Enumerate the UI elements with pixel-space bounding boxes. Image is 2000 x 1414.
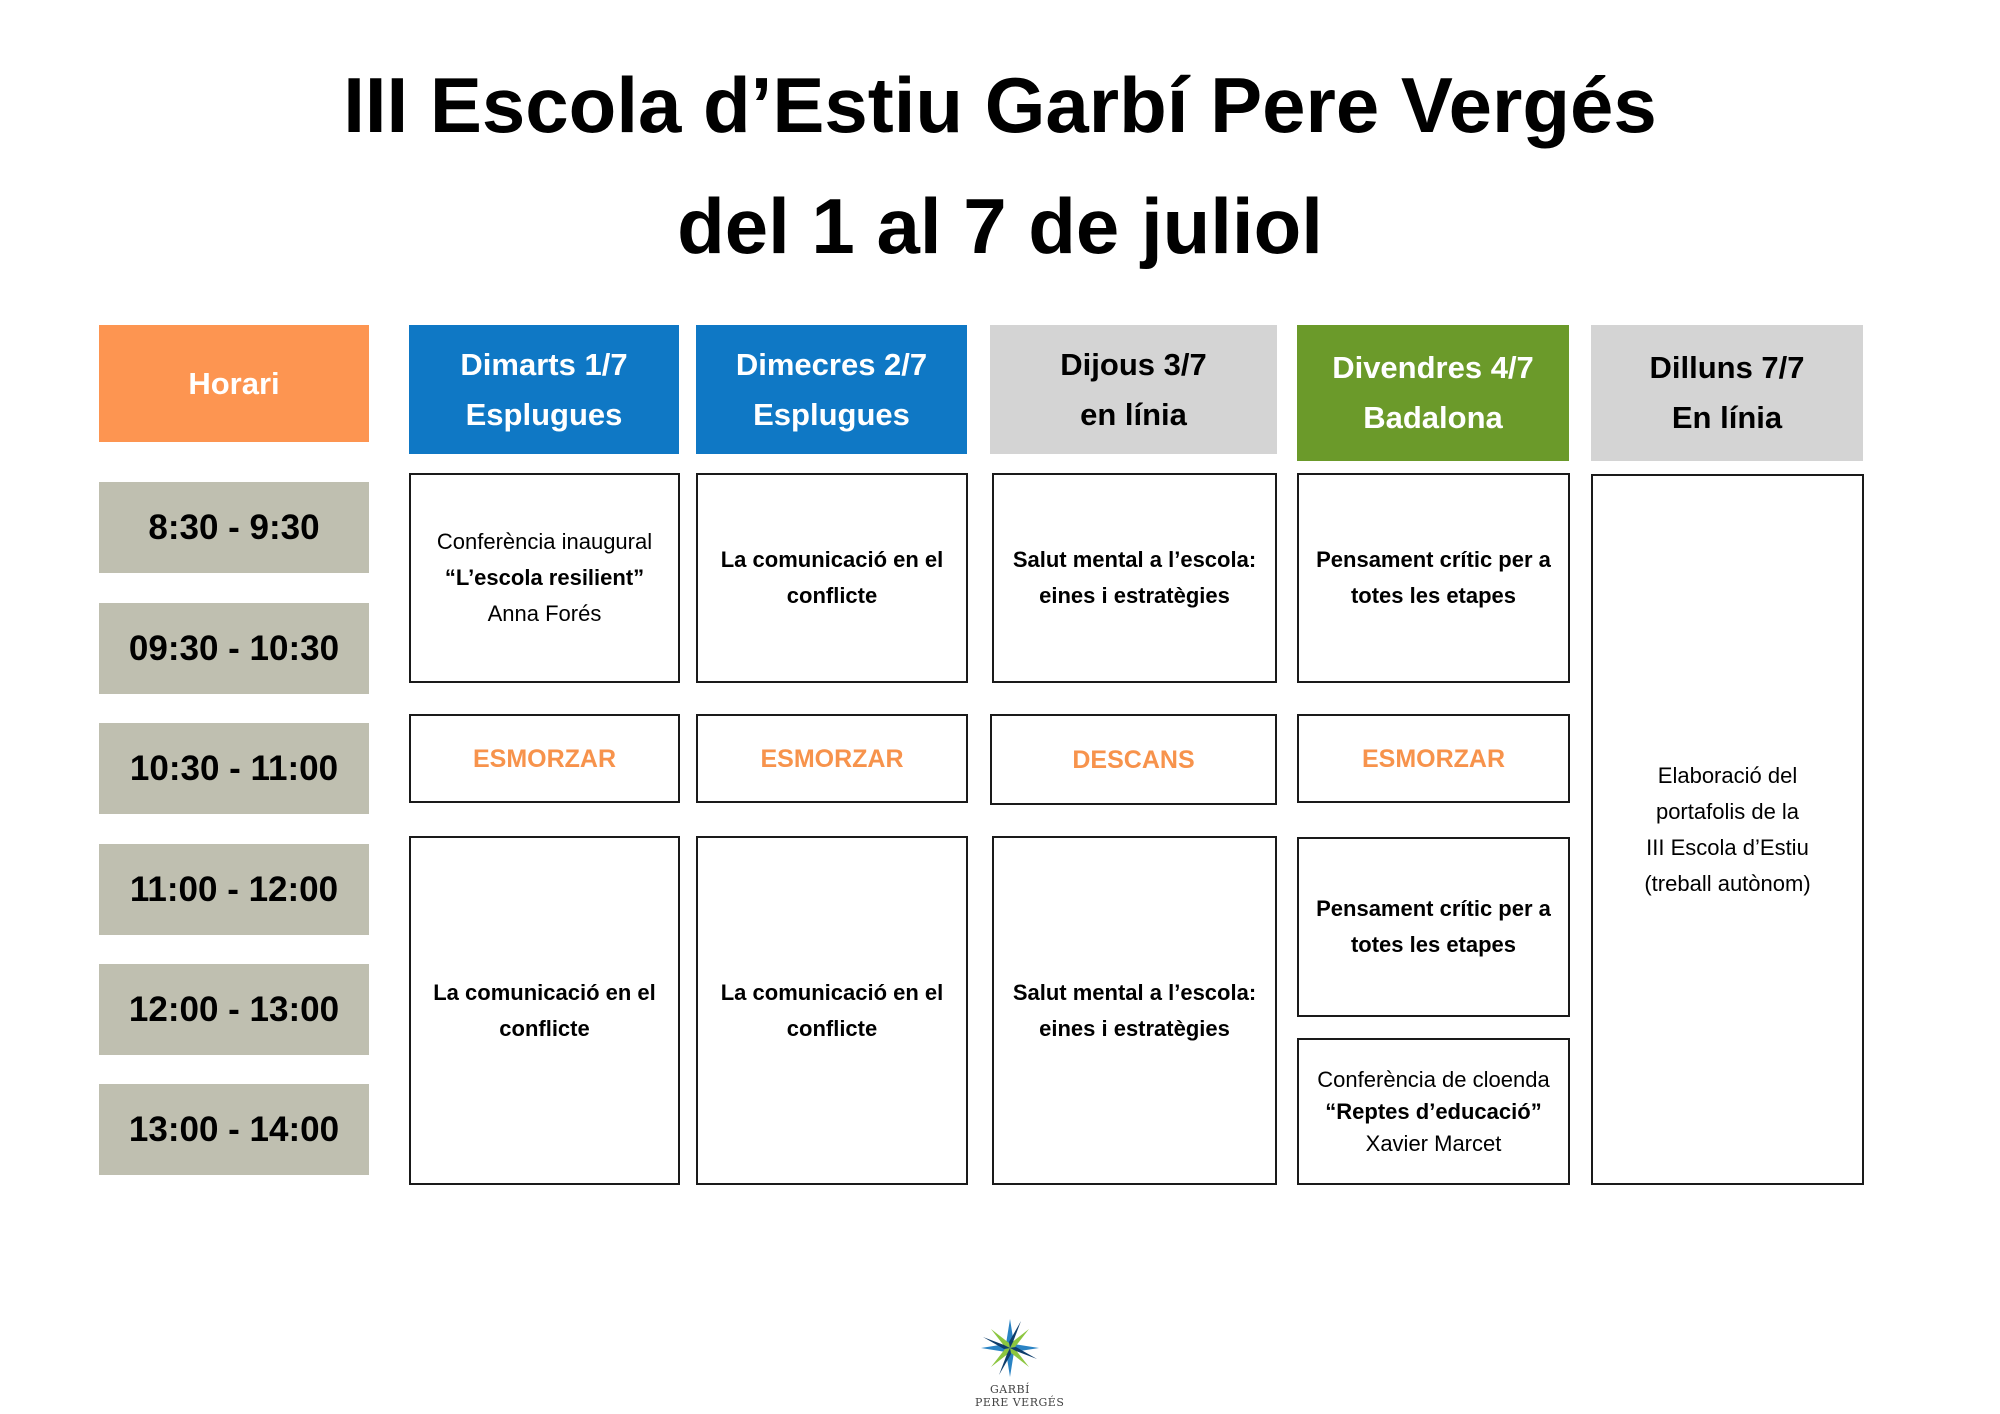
session-title-line: conflicte — [786, 1015, 878, 1041]
session-type: Conferència de cloenda — [1317, 1066, 1550, 1092]
session-title: “Reptes d’educació” — [1325, 1098, 1542, 1124]
session-line: Elaboració del — [1657, 762, 1798, 788]
day-name: Dijous 3/7 — [1060, 346, 1207, 382]
header-day-fri — [1297, 325, 1569, 461]
day-name: Dimecres 2/7 — [735, 346, 928, 382]
session-title-line: eines i estratègies — [1039, 1015, 1230, 1041]
time-slot: 8:30 - 9:30 — [99, 482, 369, 573]
day-name: Dimarts 1/7 — [460, 346, 628, 382]
session-title-line: Pensament crític per a — [1316, 547, 1551, 572]
logo-text-line1: GARBÍ — [990, 1383, 1030, 1396]
time-slot: 13:00 - 14:00 — [99, 1084, 369, 1175]
time-slot: 10:30 - 11:00 — [99, 723, 369, 814]
day-place: En línia — [1671, 400, 1783, 435]
session-tue-morning — [409, 473, 680, 683]
time-slot: 11:00 - 12:00 — [99, 844, 369, 935]
break-fri — [1297, 714, 1570, 803]
session-mon-all-day — [1591, 474, 1864, 1185]
logo — [975, 1318, 1065, 1409]
header-horari — [99, 325, 369, 442]
session-fri-morning — [1297, 473, 1570, 683]
session-title-line: eines i estratègies — [1039, 583, 1230, 608]
session-title-line: Salut mental a l’escola: — [1012, 979, 1257, 1005]
star-logo-icon — [980, 1318, 1040, 1378]
session-title-line: La comunicació en el — [433, 979, 656, 1005]
session-line: (treball autònom) — [1644, 870, 1811, 896]
break-tue — [409, 714, 680, 803]
session-thu-afternoon — [992, 836, 1277, 1185]
session-wed-morning — [696, 473, 968, 683]
break-wed — [696, 714, 968, 803]
session-title-line: Pensament crític per a — [1316, 896, 1551, 921]
session-title-line: La comunicació en el — [720, 547, 944, 572]
day-place: Esplugues — [465, 396, 623, 432]
break-label: ESMORZAR — [760, 744, 904, 773]
session-title-line: Salut mental a l’escola: — [1012, 547, 1257, 572]
session-title-line: conflicte — [499, 1015, 590, 1041]
session-tue-afternoon — [409, 836, 680, 1185]
break-label: ESMORZAR — [1361, 744, 1506, 773]
day-place: en línia — [1080, 396, 1187, 432]
day-place: Esplugues — [753, 396, 910, 432]
session-title-line: La comunicació en el — [720, 979, 944, 1005]
session-title: “L’escola resilient” — [444, 565, 645, 590]
day-name: Dilluns 7/7 — [1649, 350, 1805, 386]
header-horari-label: Horari — [188, 365, 280, 401]
break-label: ESMORZAR — [472, 744, 617, 773]
logo-text-line2: PERE VERGÉS — [975, 1396, 1065, 1409]
day-place: Badalona — [1363, 400, 1503, 435]
header-day-wed — [696, 325, 967, 454]
page-title: III Escola d’Estiu Garbí Pere Vergés — [343, 61, 1657, 149]
session-title-line: totes les etapes — [1350, 583, 1517, 608]
session-fri-closing — [1297, 1038, 1570, 1185]
session-type: Conferència inaugural — [436, 529, 653, 554]
session-wed-afternoon — [696, 836, 968, 1185]
break-label: DESCANS — [1072, 745, 1195, 774]
session-line: portafolis de la — [1655, 798, 1800, 824]
header-day-thu — [990, 325, 1277, 454]
page-subtitle: del 1 al 7 de juliol — [677, 182, 1323, 270]
time-slot: 12:00 - 13:00 — [99, 964, 369, 1055]
day-name: Divendres 4/7 — [1332, 350, 1534, 386]
session-speaker: Xavier Marcet — [1365, 1130, 1502, 1156]
session-line: III Escola d’Estiu — [1646, 834, 1809, 860]
break-thu — [990, 714, 1277, 805]
session-title-line: conflicte — [786, 583, 878, 608]
header-day-tue — [409, 325, 679, 454]
session-speaker: Anna Forés — [487, 601, 602, 626]
time-slot: 09:30 - 10:30 — [99, 603, 369, 694]
session-fri-midday — [1297, 837, 1570, 1017]
session-thu-morning — [992, 473, 1277, 683]
session-title-line: totes les etapes — [1350, 932, 1517, 957]
header-day-mon — [1591, 325, 1863, 461]
